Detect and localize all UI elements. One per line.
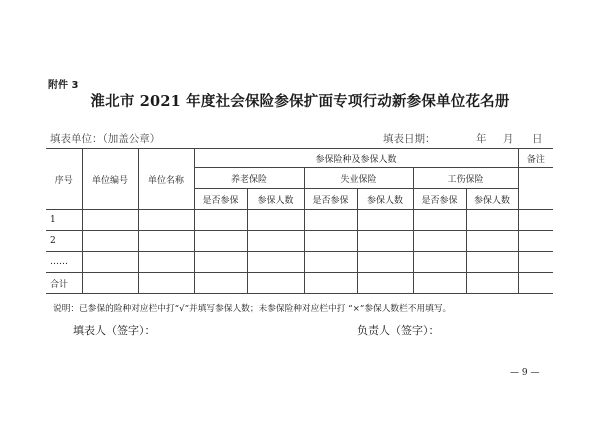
header-is-insured: 是否参保 [304,189,357,210]
fill-unit-label: 填表单位：（加盖公章） [50,133,161,145]
note-text: 说明：已参保的险种对应栏中打“√”并填写参保人数；未参保险种对应栏中打 “×”参保人数栏不用填写。 [53,304,452,314]
table-cell [413,273,466,294]
table-row [46,210,553,231]
table-cell [247,252,304,273]
table-cell [247,273,304,294]
table-row [46,231,553,252]
table-cell [413,252,466,273]
table-cell [247,210,304,231]
table-cell [304,231,357,252]
fill-date-label: 填表日期： [383,133,436,145]
header-insured-count: 参保人数 [247,189,304,210]
table-cell [413,231,466,252]
header-is-insured: 是否参保 [413,189,466,210]
total-row [46,273,553,294]
row-seq: …… [46,252,82,273]
table-cell [82,210,138,231]
header-remark: 备注 [518,149,553,168]
table-cell [194,210,247,231]
table-cell [194,273,247,294]
table-cell [304,210,357,231]
table-cell [518,273,553,294]
remark-blank [518,168,553,210]
row-seq: 2 [46,231,82,252]
table-cell [304,273,357,294]
header-seq: 序号 [46,149,82,210]
table-cell [413,210,466,231]
roster-table [46,148,553,294]
header-insurance-group: 参保险种及参保人数 [194,149,518,168]
header-injury: 工伤保险 [413,168,518,189]
table-cell [357,231,413,252]
header-pension: 养老保险 [194,168,304,189]
table-cell [518,210,553,231]
filler-signature-label: 填表人（签字）： [73,324,156,337]
table-cell [518,252,553,273]
header-insured-count: 参保人数 [466,189,518,210]
table-cell [357,210,413,231]
table-cell [466,273,518,294]
table-cell [138,210,194,231]
date-year-label: 年 [476,133,487,145]
responsible-signature-label: 负责人（签字）： [357,324,440,337]
date-day-label: 日 [532,133,543,145]
table-cell [466,210,518,231]
table-cell [138,273,194,294]
header-unit-name: 单位名称 [138,149,194,210]
date-month-label: 月 [503,133,514,145]
table-cell [82,273,138,294]
table-cell [304,252,357,273]
table-cell [194,252,247,273]
total-label: 合计 [46,273,82,294]
table-cell [518,231,553,252]
table-cell [194,231,247,252]
attachment-label: 附件 3 [48,80,79,91]
row-seq: 1 [46,210,82,231]
header-unemployment: 失业保险 [304,168,413,189]
table-cell [82,252,138,273]
table-cell [357,273,413,294]
table-cell [138,252,194,273]
table-row [46,252,553,273]
table-cell [82,231,138,252]
document-title: 淮北市 2021 年度社会保险参保扩面专项行动新参保单位花名册 [90,93,510,110]
table-cell [247,231,304,252]
table-cell [466,231,518,252]
header-is-insured: 是否参保 [194,189,247,210]
table-cell [357,252,413,273]
header-unit-code: 单位编号 [82,149,138,210]
page-number: — 9 — [510,368,540,378]
table-cell [466,252,518,273]
header-insured-count: 参保人数 [357,189,413,210]
table-cell [138,231,194,252]
